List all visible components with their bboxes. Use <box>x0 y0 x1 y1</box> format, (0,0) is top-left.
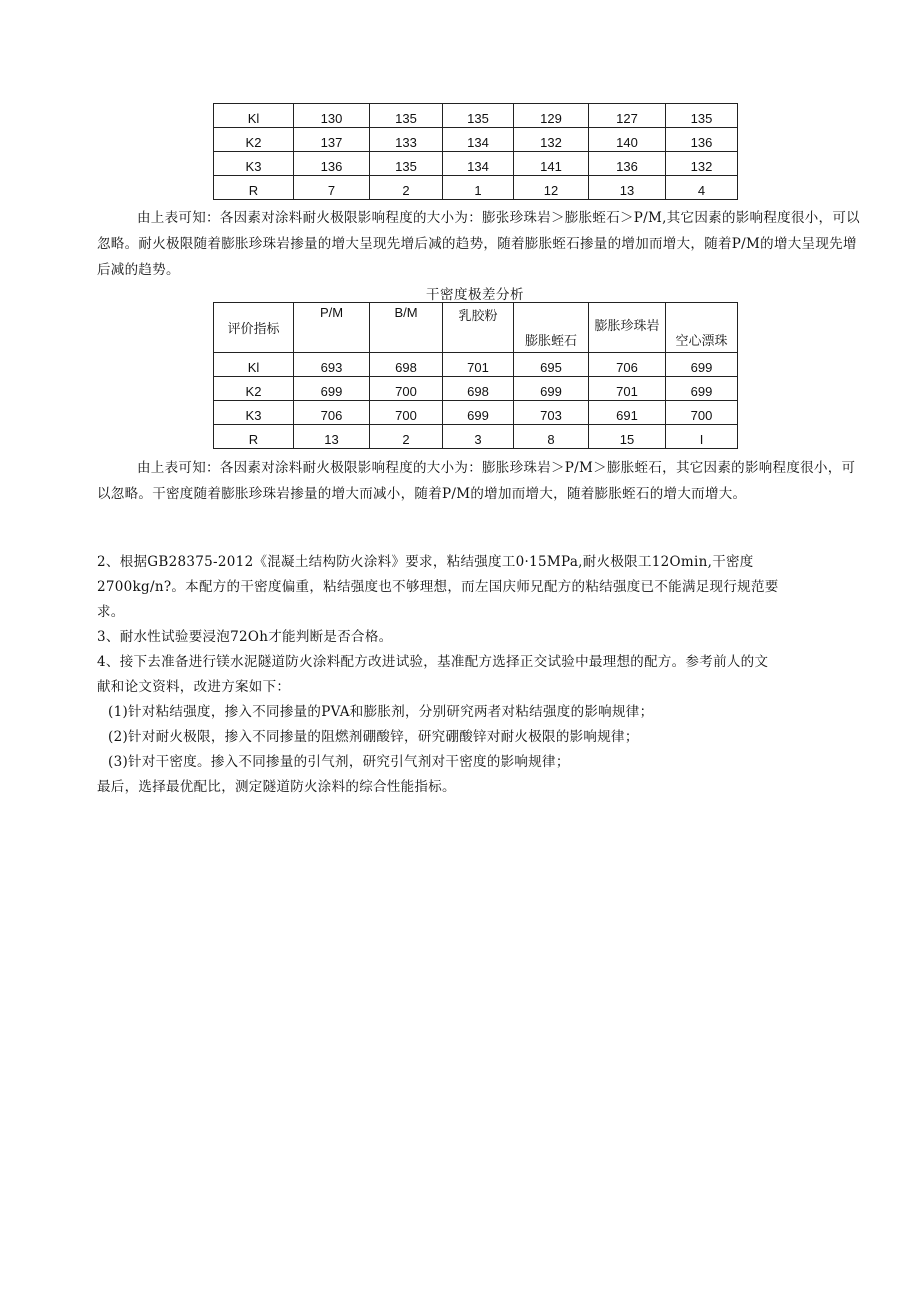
header-cell: 评价指标 <box>214 303 294 353</box>
table-cell: 8 <box>514 425 589 449</box>
table-cell: 141 <box>514 152 589 176</box>
table-cell: Kl <box>214 353 294 377</box>
table-cell: 136 <box>589 152 666 176</box>
header-cell: 膨胀蛭石 <box>514 303 589 353</box>
table-cell: 706 <box>294 401 370 425</box>
header-cell: P/M <box>294 303 370 353</box>
table-cell: 700 <box>370 377 443 401</box>
table-cell: 4 <box>666 176 738 200</box>
table-cell: 15 <box>589 425 666 449</box>
table-header-row <box>214 303 738 353</box>
table-cell: 3 <box>443 425 514 449</box>
table-cell: Kl <box>214 104 294 128</box>
table-cell: 137 <box>294 128 370 152</box>
table-cell: R <box>214 425 294 449</box>
table-cell: 136 <box>666 128 738 152</box>
dry-density-range-table <box>213 302 738 449</box>
table-row <box>214 176 738 200</box>
table-cell: 703 <box>514 401 589 425</box>
table-cell: K3 <box>214 152 294 176</box>
table-cell: 135 <box>370 104 443 128</box>
table-cell: 695 <box>514 353 589 377</box>
table-cell: 699 <box>666 353 738 377</box>
plan-item-2: (2)针对耐火极限，掺入不同掺量的阻燃剂硼酸锌，研究硼酸锌对耐火极限的影响规律； <box>108 729 639 745</box>
table-cell: 699 <box>514 377 589 401</box>
item-3-line: 3、耐水性试验要浸泡72Oh才能判断是否合格。 <box>97 629 393 645</box>
table-cell: 134 <box>443 152 514 176</box>
table-cell: 13 <box>294 425 370 449</box>
final-line: 最后，选择最优配比，测定隧道防火涂料的综合性能指标。 <box>97 779 456 795</box>
table-cell: 12 <box>514 176 589 200</box>
item-4-line: 献和论文资料，改进方案如下： <box>97 679 291 695</box>
table-cell: 7 <box>294 176 370 200</box>
item-2-line: 2、根据GB28375-2012《混凝土结构防火涂料》要求，粘结强度工0·15MPa,耐火极限工12Omin,干密度 <box>97 554 754 570</box>
table-cell: 701 <box>443 353 514 377</box>
table-cell: 129 <box>514 104 589 128</box>
fire-resistance-range-table <box>213 103 738 200</box>
table-cell: 706 <box>589 353 666 377</box>
table-cell: 130 <box>294 104 370 128</box>
table-cell: 132 <box>666 152 738 176</box>
header-cell: 乳胶粉 <box>443 303 514 353</box>
table-row <box>214 377 738 401</box>
table-cell: 135 <box>666 104 738 128</box>
table-cell: 700 <box>666 401 738 425</box>
table-row <box>214 425 738 449</box>
table-cell: 13 <box>589 176 666 200</box>
analysis-paragraph-dry-density: 由上表可知：各因素对涂料耐火极限影响程度的大小为：膨胀珍珠岩＞P/M＞膨胀蛭石，其它因素的影响程度很小，可以忽略。干密度随着膨胀珍珠岩掺量的增大而减小，随着P/M的增加而增大，随着膨胀蛭石的增大而增大。 <box>97 460 856 502</box>
table-cell: 699 <box>666 377 738 401</box>
header-cell: B/M <box>370 303 443 353</box>
table-cell: 691 <box>589 401 666 425</box>
table-cell: K2 <box>214 128 294 152</box>
table-cell: 700 <box>370 401 443 425</box>
table-cell: 133 <box>370 128 443 152</box>
table-cell: 699 <box>443 401 514 425</box>
table-cell: K3 <box>214 401 294 425</box>
table-cell: 132 <box>514 128 589 152</box>
table-cell: 693 <box>294 353 370 377</box>
table-row <box>214 353 738 377</box>
table-cell: 2 <box>370 176 443 200</box>
header-cell: 膨胀珍珠岩 <box>589 303 666 353</box>
table-cell: 135 <box>370 152 443 176</box>
table-cell: 2 <box>370 425 443 449</box>
plan-item-3: (3)针对干密度。掺入不同掺量的引气剂，研究引气剂对干密度的影响规律； <box>108 754 570 770</box>
table-cell: 698 <box>370 353 443 377</box>
table-row <box>214 104 738 128</box>
table-caption: 干密度极差分析 <box>426 287 524 303</box>
table-cell: 699 <box>294 377 370 401</box>
table-cell: R <box>214 176 294 200</box>
header-cell: 空心漂珠 <box>666 303 738 353</box>
table-row <box>214 401 738 425</box>
table-cell: 698 <box>443 377 514 401</box>
table-cell: 135 <box>443 104 514 128</box>
table-cell: 1 <box>443 176 514 200</box>
plan-item-1: (1)针对粘结强度，掺入不同掺量的PVA和膨胀剂，分别研究两者对粘结强度的影响规律； <box>108 704 654 720</box>
table-cell: 127 <box>589 104 666 128</box>
table-cell: 701 <box>589 377 666 401</box>
item-2-line: 求。 <box>97 604 125 620</box>
table-row <box>214 152 738 176</box>
table-cell: 134 <box>443 128 514 152</box>
analysis-paragraph-fire-resistance: 由上表可知：各因素对涂料耐火极限影响程度的大小为：膨张珍珠岩＞膨胀蛭石＞P/M,其它因素的影响程度很小，可以忽略。耐火极限随着膨胀珍珠岩掺量的增大呈现先增后减的趋势，随着膨胀蛭石掺量的增加而增大，随着P/M的增大呈现先增后减的趋势。 <box>97 210 860 278</box>
item-4-line: 4、接下去准备进行镁水泥隧道防火涂料配方改进试验，基准配方选择正交试验中最理想的配方。参考前人的文 <box>97 654 769 670</box>
table-row <box>214 128 738 152</box>
table-cell: I <box>666 425 738 449</box>
item-2-line: 2700kg/n?。本配方的干密度偏重，粘结强度也不够理想，而左国庆师兄配方的粘结强度已不能满足现行规范要 <box>97 579 779 595</box>
table-cell: K2 <box>214 377 294 401</box>
table-cell: 136 <box>294 152 370 176</box>
table-cell: 140 <box>589 128 666 152</box>
